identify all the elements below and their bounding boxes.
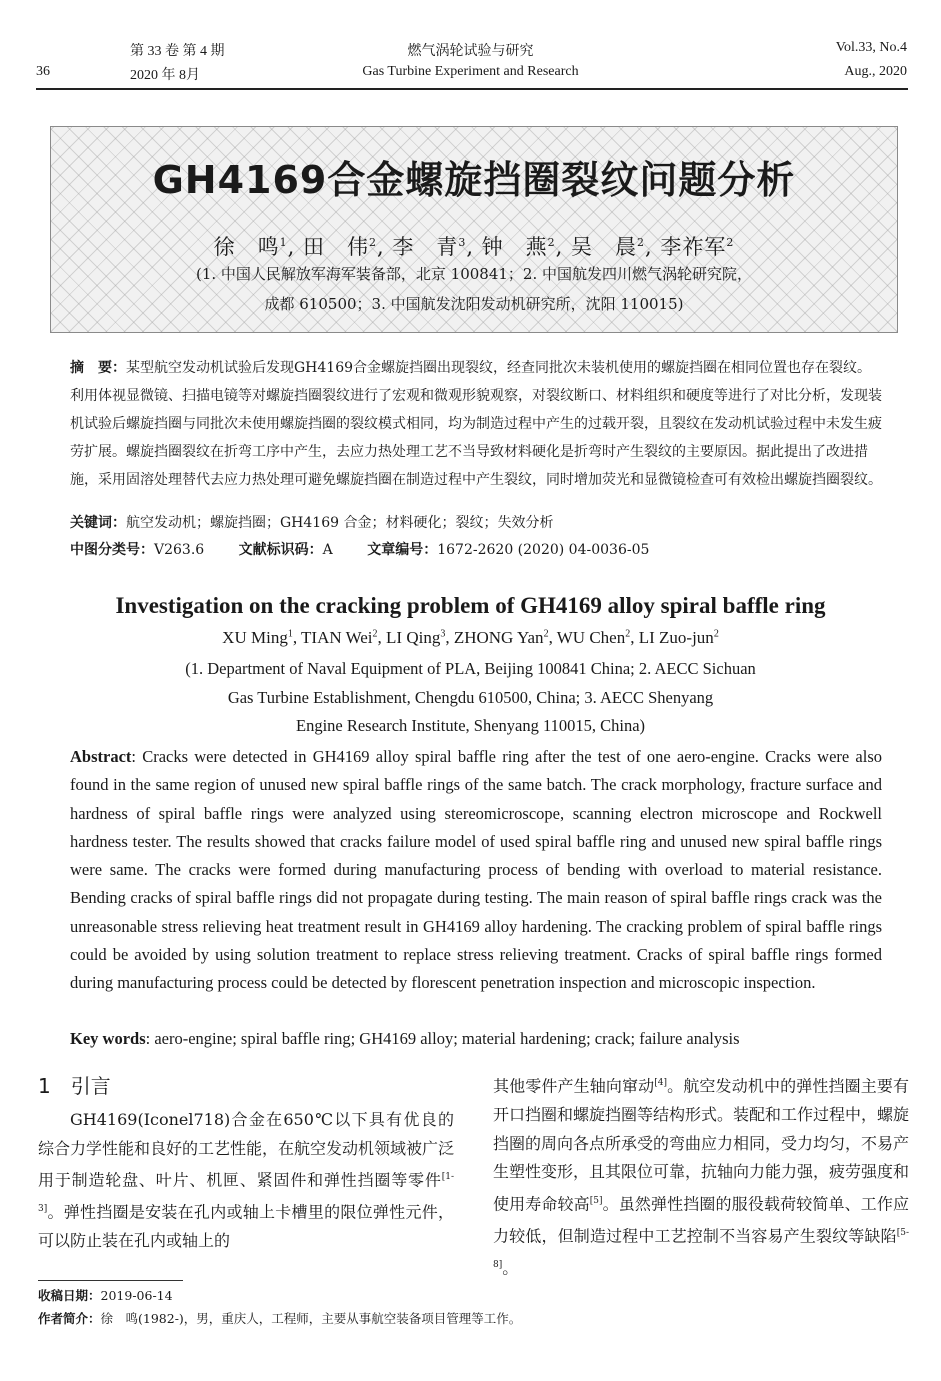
- title-box: [50, 126, 898, 333]
- journal-en: Gas Turbine Experiment and Research: [362, 64, 579, 79]
- footnote-rule: [38, 1280, 183, 1281]
- page-number: 36: [36, 64, 50, 79]
- received-date: 收稿日期：2019-06-14: [38, 1288, 173, 1303]
- classification-line: 中图分类号：V263.6 文献标识码：A 文章编号：1672-2620 (2020) 04-0036-05: [70, 542, 650, 558]
- authors-cn: 徐 鸣$^1$, 田 伟$^2$, 李 青$^3$, 钟 燕$^2$, 吴 晨$^2$, 李祚军$^2$: [213, 235, 735, 259]
- volume-en: Vol.33, No.4: [835, 40, 907, 55]
- title-en: Investigation on the cracking problem of GH4169 alloy spiral baffle ring: [115, 593, 826, 618]
- citation: [1-3]: [38, 1172, 454, 1215]
- author-cn: 李 青: [392, 235, 459, 259]
- abstract-cn: [70, 354, 882, 494]
- affiliation-cn-line2: 成都 610500；3. 中国航发沈阳发动机研究所，沈阳 110015): [264, 295, 684, 313]
- volume-cn: 第 33 卷 第 4 期: [130, 44, 225, 59]
- date-cn: 2020 年 8月: [130, 68, 200, 83]
- citation: [5-8]: [493, 1227, 909, 1270]
- citation: [5]: [589, 1195, 603, 1206]
- author-cn: 吴 晨: [571, 235, 638, 259]
- author-cn: 钟 燕: [481, 235, 548, 259]
- body-left-column: GH4169(Iconel718)合金在650℃以下具有优良的综合力学性能和良好的工艺性能，在航空发动机领域被广泛用于制造轮盘、叶片、机匣、紧固件和弹性挡圈等零件[1-3]。弹性挡圈是安装在孔内或轴上卡槽里的限位弹性元件，可以防止装在孔内或轴上的: [38, 1110, 455, 1251]
- author-cn: 李祚军: [660, 235, 727, 259]
- abstract-en-label: Abstract: [70, 747, 132, 766]
- author-cn: 徐 鸣: [213, 235, 280, 259]
- abstract-en-text: : Cracks were detected in GH4169 alloy spiral baffle ring after the test of one aero-engine. Cracks were also found in the same region of unused new spiral baffle rings of the same batch. The crack morphology, fracture surface and hardness of spiral baffle rings were analyzed using stereomicroscope, scanning electron microscope and Rockwell hardness tester. The results showed that cracks failure model of used spiral baffle ring and unused new spiral baffle rings were same. The cracks were formed during manufacturing process of bending with overload to material resistance. Bending cracks of spiral baffle rings did not propagate during testing. The main reason of spiral baffle rings crack was the unreasonable stress relieving heat treatment result in GH4169 alloy hardening. The cracking problem of spiral baffle rings could be avoided by using solution treatment to replace stress relieving treatment. Cracks of spiral baffle rings formed during manufacturing process could be detected by florescent penetration inspection and microscopic inspection.: [70, 747, 882, 993]
- keywords-en: Key words: aero-engine; spiral baffle ring; GH4169 alloy; material hardening; crack; failure analysis: [70, 1029, 740, 1048]
- section-heading: 1 引言: [38, 1074, 111, 1098]
- abstract-en: [70, 743, 882, 998]
- title-cn: GH4169合金螺旋挡圈裂纹问题分析: [152, 158, 796, 202]
- journal-cn: 燃气涡轮试验与研究: [407, 44, 534, 59]
- doc-code: A: [322, 542, 333, 558]
- affiliation-en-line1: (1. Department of Naval Equipment of PLA, Beijing 100841 China; 2. AECC Sichuan: [185, 659, 756, 678]
- abstract-cn-text: 某型航空发动机试验后发现GH4169合金螺旋挡圈出现裂纹，经查同批次未装机使用的螺旋挡圈在相同位置也存在裂纹。利用体视显微镜、扫描电镜等对螺旋挡圈裂纹进行了宏观和微观形貌观察，对裂纹断口、材料组织和硬度等进行了对比分析，发现装机试验后螺旋挡圈与同批次未使用螺旋挡圈的裂纹模式相同，均为制造过程中产生的过载开裂，且裂纹在发动机试验过程中未发生疲劳扩展。螺旋挡圈裂纹在折弯工序中产生，去应力热处理工艺不当导致材料硬化是折弯时产生裂纹的主要原因。据此提出了改进措施，采用固溶处理替代去应力热处理可避免螺旋挡圈在制造过程中产生裂纹，同时增加荧光和显微镜检查可有效检出螺旋挡圈裂纹。: [70, 360, 882, 488]
- affiliation-cn-line1: (1. 中国人民解放军海军装备部，北京 100841；2. 中国航发四川燃气涡轮研究院，: [195, 265, 753, 283]
- citation: [4]: [654, 1078, 668, 1088]
- authors-en: XU Ming$^1$, TIAN Wei$^2$, LI Qing$^3$, ZHONG Yan$^2$, WU Chen$^2$, LI Zuo-jun$^2$: [222, 628, 719, 647]
- author-bio: 作者简介：徐 鸣(1982-)，男，重庆人，工程师，主要从事航空装备项目管理等工作。: [38, 1311, 522, 1326]
- clc-value: V263.6: [154, 542, 205, 558]
- article-number: 1672-2620 (2020) 04-0036-05: [437, 542, 650, 558]
- affiliation-en-line2: Gas Turbine Establishment, Chengdu 610500, China; 3. AECC Shenyang: [227, 688, 714, 707]
- keywords-cn: 关键词：航空发动机；螺旋挡圈；GH4169 合金；材料硬化；裂纹；失效分析: [70, 515, 554, 531]
- affiliation-en-line3: Engine Research Institute, Shenyang 110015, China): [295, 716, 646, 735]
- abstract-cn-label: 摘 要：: [70, 360, 126, 376]
- date-en: Aug., 2020: [844, 64, 907, 79]
- body-right-column: 其他零件产生轴向窜动[4]。航空发动机中的弹性挡圈主要有开口挡圈和螺旋挡圈等结构形式。装配和工作过程中，螺旋挡圈的周向各点所承受的弯曲应力相同，受力均匀，不易产生塑性变形，且其限位可靠，抗轴向力能力强，疲劳强度和使用寿命较高[5]。虽然弹性挡圈的服役载荷较简单、工作应力较低，但制造过程中工艺控制不当容易产生裂纹等缺陷[5-8]。: [493, 1076, 910, 1277]
- header-rule: [36, 88, 908, 90]
- author-cn: 田 伟: [302, 235, 369, 259]
